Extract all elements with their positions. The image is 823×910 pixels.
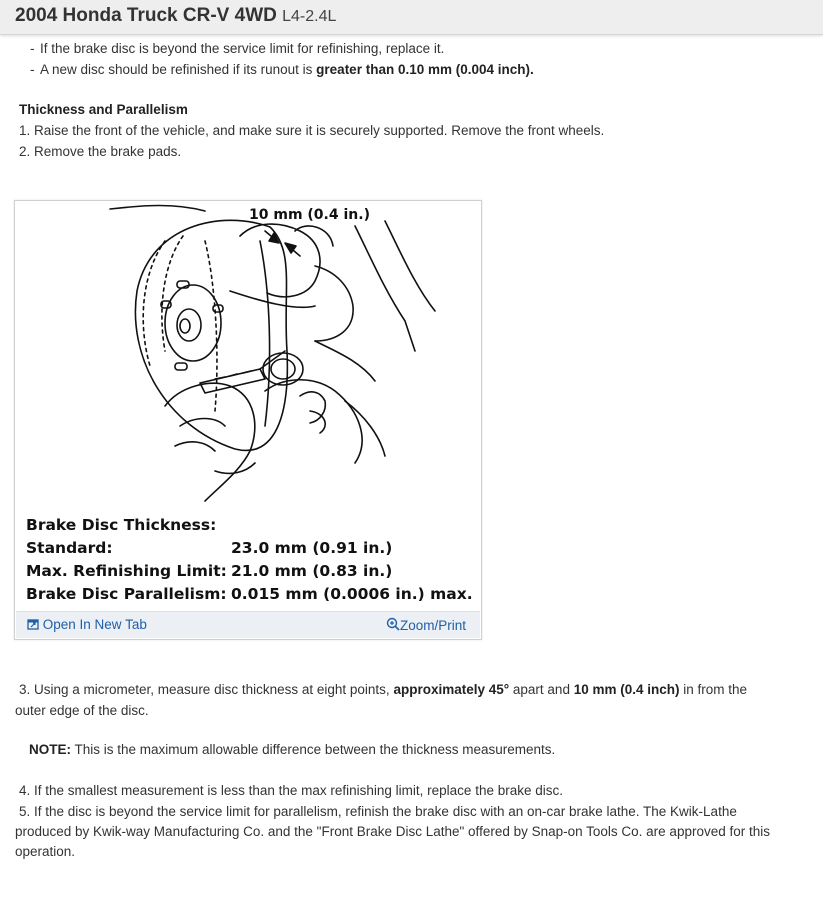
bullet-dash: -	[30, 41, 35, 56]
step-3-continued: outer edge of the disc.	[15, 703, 149, 718]
spec-standard-label: Standard:	[26, 539, 113, 557]
section-heading: Thickness and Parallelism	[19, 102, 188, 117]
zoom-icon	[386, 617, 400, 631]
step-5: 5. If the disc is beyond the service limit for parallelism, refinish the brake disc with an on-car brake lathe. The Kwik-Lathe	[19, 804, 737, 819]
callout-label: 10 mm (0.4 in.)	[249, 207, 370, 223]
brake-disc-figure	[14, 200, 482, 640]
page-title: 2004 Honda Truck CR-V 4WD L4-2.4L	[15, 5, 337, 26]
step-5-line-2: produced by Kwik-way Manufacturing Co. and the "Front Brake Disc Lathe" offered by Snap-on Tools Co. are approved for this	[15, 824, 770, 839]
spec-parallelism-value: 0.015 mm (0.0006 in.) max.	[231, 585, 473, 603]
step-2: 2. Remove the brake pads.	[19, 144, 182, 159]
page-header	[0, 0, 823, 35]
zoom-print-link[interactable]: Zoom/Print	[386, 617, 466, 633]
figure-toolbar	[16, 611, 480, 638]
step-3: 3. Using a micrometer, measure disc thickness at eight points, approximately 45° apart and 10 mm (0.4 inch) in from the	[19, 682, 748, 697]
spec-parallelism-label: Brake Disc Parallelism:	[26, 585, 227, 603]
bullet-item-1: If the brake disc is beyond the service limit for refinishing, replace it.	[40, 41, 445, 56]
open-new-tab-icon	[27, 618, 39, 630]
step-5-line-3: operation.	[15, 844, 76, 859]
note-label: NOTE:	[29, 742, 71, 757]
note: NOTE: This is the maximum allowable difference between the thickness measurements.	[29, 742, 556, 757]
spec-title: Brake Disc Thickness:	[26, 516, 217, 534]
brake-disc-illustration	[15, 201, 481, 521]
bullet-item-2: A new disc should be refinished if its runout is greater than 0.10 mm (0.004 inch).	[40, 62, 534, 77]
spec-standard-value: 23.0 mm (0.91 in.)	[231, 539, 393, 557]
bullet-dash: -	[30, 62, 35, 77]
open-new-tab-link[interactable]: Open In New Tab	[27, 617, 147, 632]
step-4: 4. If the smallest measurement is less than the max refinishing limit, replace the brake disc.	[19, 783, 563, 798]
spec-max-value: 21.0 mm (0.83 in.)	[231, 562, 393, 580]
spec-max-label: Max. Refinishing Limit:	[26, 562, 227, 580]
step-1: 1. Raise the front of the vehicle, and make sure it is securely supported. Remove the front wheels.	[19, 123, 605, 138]
engine-label: L4-2.4L	[282, 8, 337, 25]
